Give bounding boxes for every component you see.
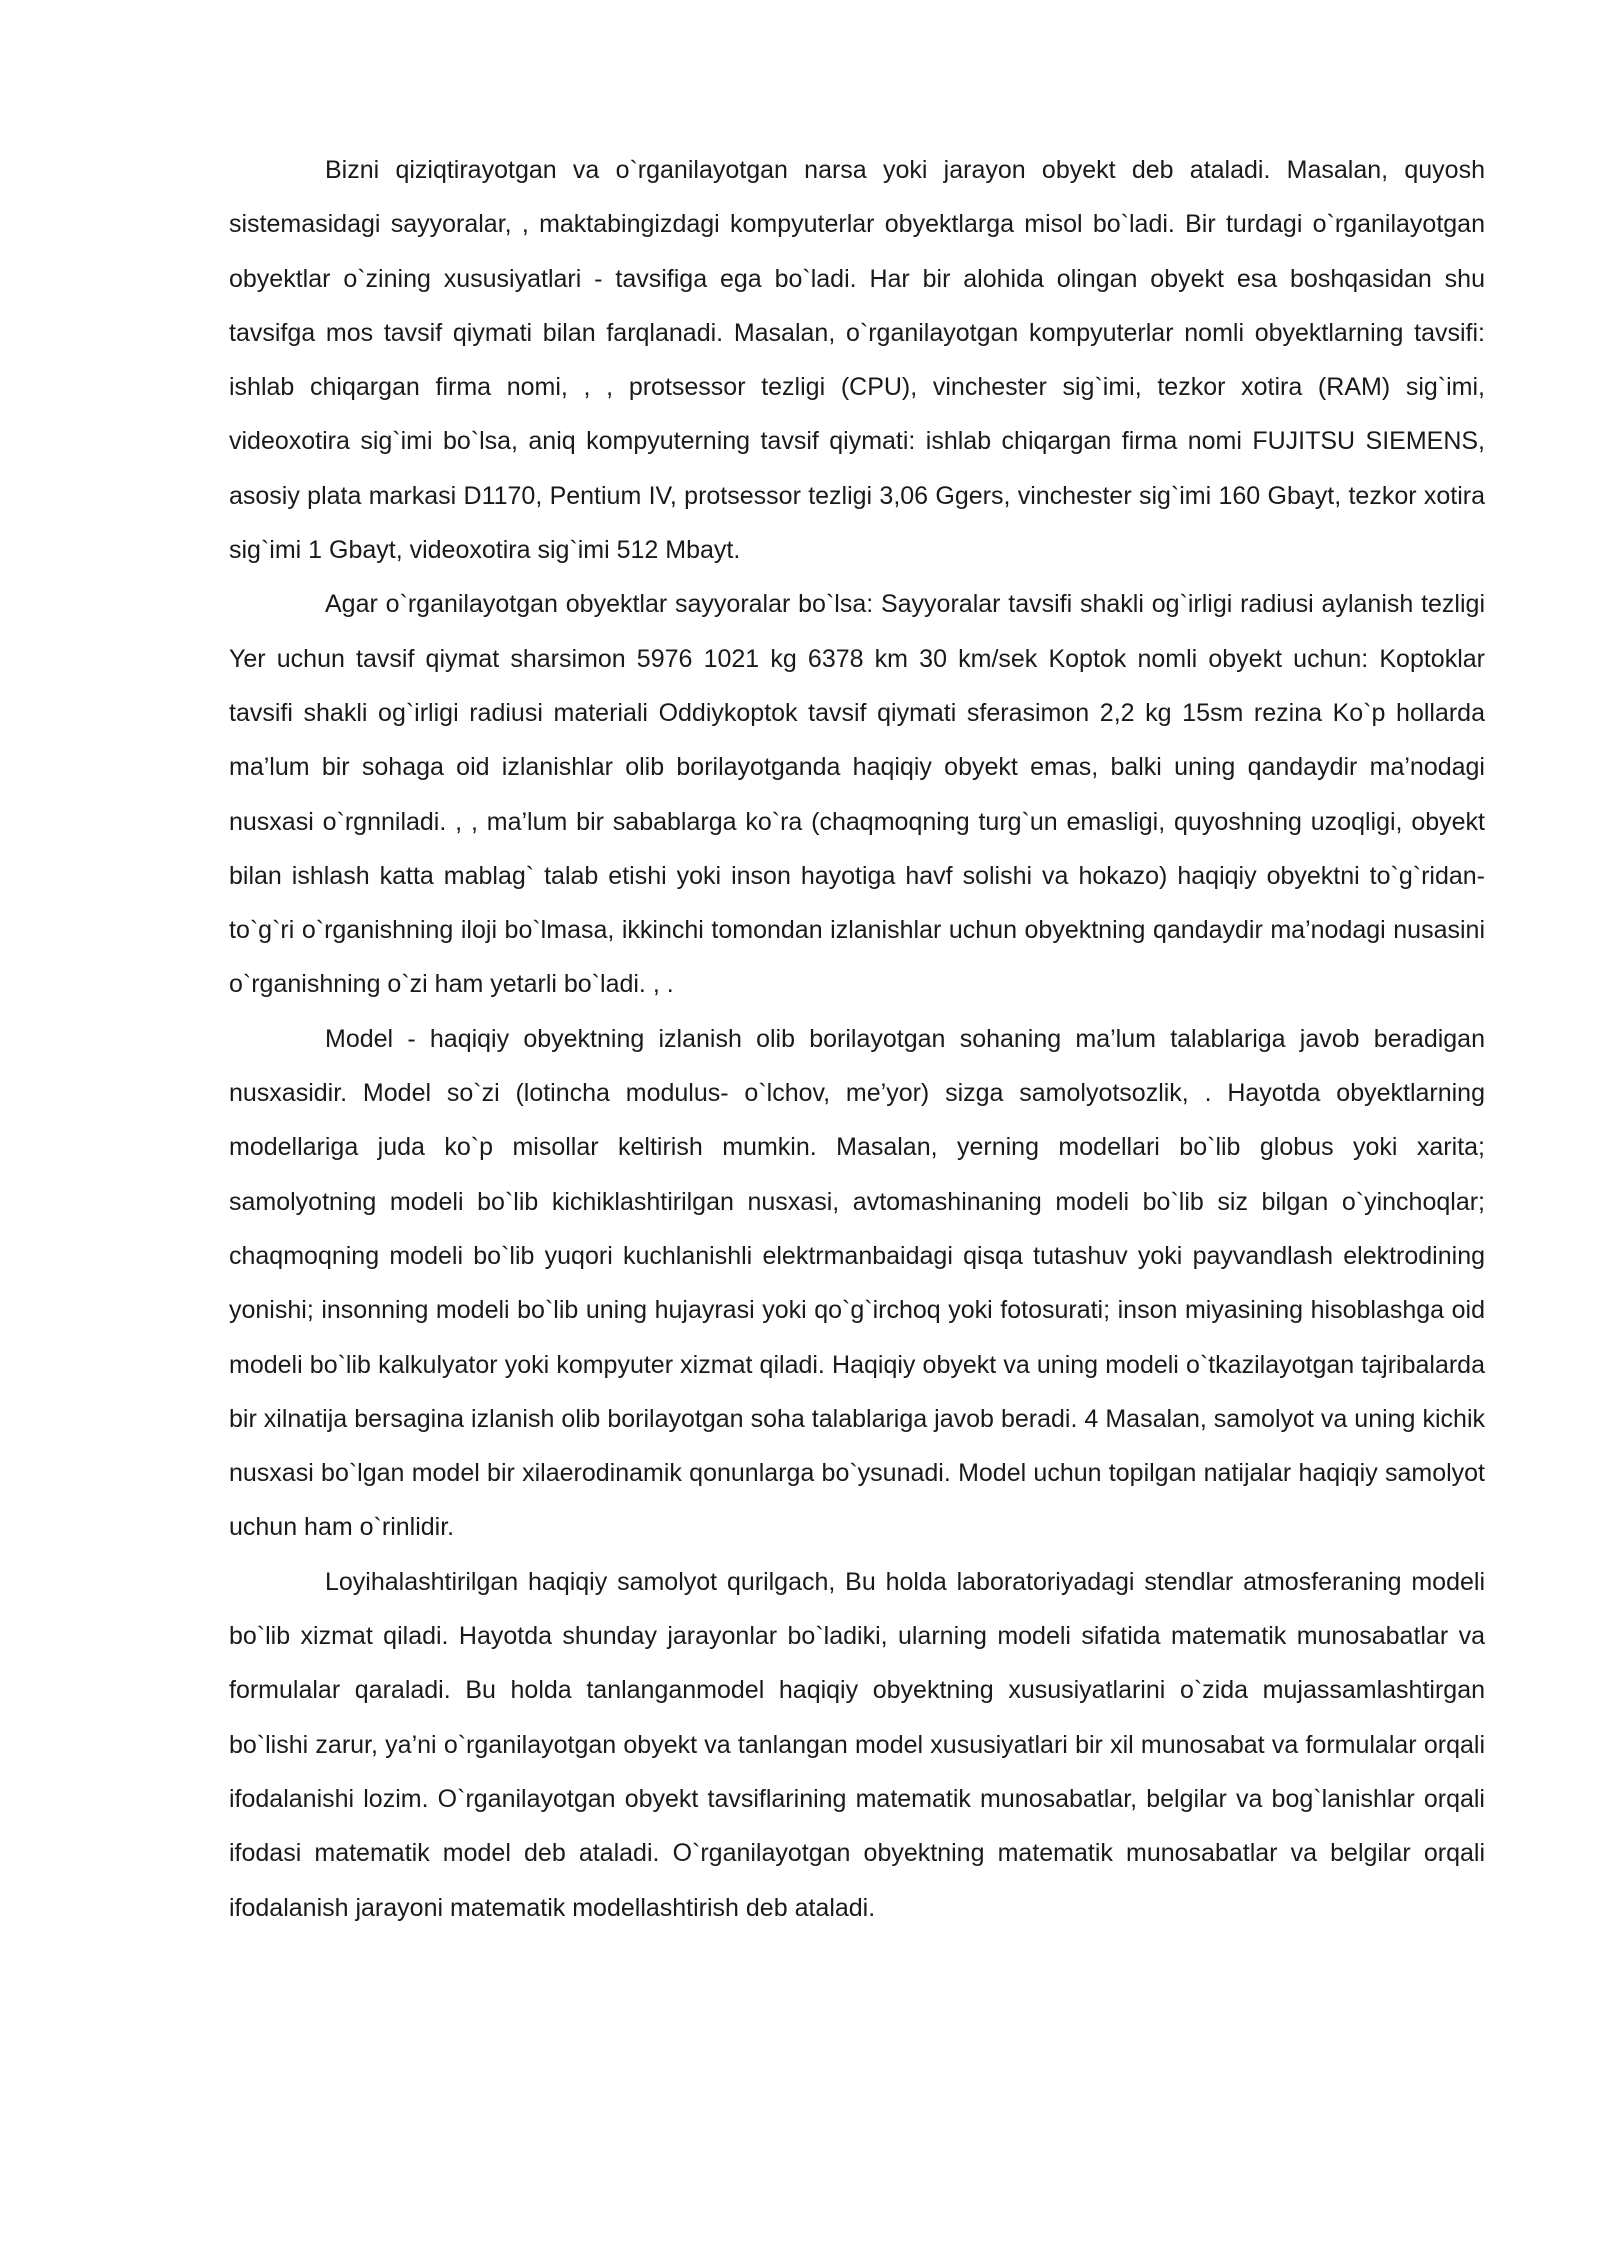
document-page	[229, 143, 1485, 1935]
paragraph-planets: Agar o`rganilayotgan obyektlar sayyoralar bo`lsa: Sayyoralar tavsifi shakli og`irligi radiusi aylanish tezligi Yer uchun tavsif qiymat sharsimon 5976 1021 kg 6378 km 30 km/sek Koptok nomli obyekt uchun: Koptoklar tavsifi shakli og`irligi radiusi materiali Oddiykoptok tavsif qiymati sferasimon 2,2 kg 15sm rezina Ko`p hollarda ma’lum bir sohaga oid izlanishlar olib borilayotganda haqiqiy obyekt emas, balki uning qandaydir ma’nodagi nusxasi o`rgnniladi. , , ma’lum bir sabablarga ko`ra (chaqmoqning turg`un emasligi, quyoshning uzoqligi, obyekt bilan ishlash katta mablag` talab etishi yoki inson hayotiga havf solishi va hokazo) haqiqiy obyektni to`g`ridan-to`g`ri o`rganishning iloji bo`lmasa, ikkinchi tomondan izlanishlar uchun obyektning qandaydir ma’nodagi nusasini o`rganishning o`zi ham yetarli bo`ladi. , .	[229, 590, 1485, 999]
paragraph-model: Model - haqiqiy obyektning izlanish olib borilayotgan sohaning ma’lum talablariga javob beradigan nusxasidir. Model so`zi (lotincha modulus- o`lchov, me’yor) sizga samolyotsozlik, . Hayotda obyektlarning modellariga juda ko`p misollar keltirish mumkin. Masalan, yerning modellari bo`lib globus yoki xarita; samolyotning modeli bo`lib kichiklashtirilgan nusxasi, avtomashinaning modeli bo`lib siz bilgan o`yinchoqlar; chaqmoqning modeli bo`lib yuqori kuchlanishli elektrmanbaidagi qisqa tutashuv yoki payvandlash elektrodining yonishi; insonning modeli bo`lib uning hujayrasi yoki qo`g`irchoq yoki fotosurati; inson miyasining hisoblashga oid modeli bo`lib kalkulyator yoki kompyuter xizmat qiladi. Haqiqiy obyekt va uning modeli o`tkazilayotgan tajribalarda bir xilnatija bersagina izlanish olib borilayotgan soha talablariga javob beradi. 4 Masalan, samolyot va uning kichik nusxasi bo`lgan model bir xilaerodinamik qonunlarga bo`ysunadi. Model uchun topilgan natijalar haqiqiy samolyot uchun ham o`rinlidir.	[229, 1024, 1485, 1542]
paragraph-math-model: Loyihalashtirilgan haqiqiy samolyot qurilgach, Bu holda laboratoriyadagi stendlar atmosferaning modeli bo`lib xizmat qiladi. Hayotda shunday jarayonlar bo`ladiki, ularning modeli sifatida matematik munosabatlar va formulalar qaraladi. Bu holda tanlanganmodel haqiqiy obyektning xususiyatlarini o`zida mujassamlashtirgan bo`lishi zarur, ya’ni o`rganilayotgan obyekt va tanlangan model xususiyatlari bir xil munosabat va formulalar orqali ifodalanishi lozim. O`rganilayotgan obyekt tavsiflarining matematik munosabatlar, belgilar va bog`lanishlar orqali ifodasi matematik model deb ataladi. O`rganilayotgan obyektning matematik munosabatlar va belgilar orqali ifodalanish jarayoni matematik modellashtirish deb ataladi.	[229, 1567, 1485, 1922]
paragraph-objects: Bizni qiziqtirayotgan va o`rganilayotgan narsa yoki jarayon obyekt deb ataladi. Masalan, quyosh sistemasidagi sayyoralar, , maktabingizdagi kompyuterlar obyektlarga misol bo`ladi. Bir turdagi o`rganilayotgan obyektlar o`zining xususiyatlari - tavsifiga ega bo`ladi. Har bir alohida olingan obyekt esa boshqasidan shu tavsifga mos tavsif qiymati bilan farqlanadi. Masalan, o`rganilayotgan kompyuterlar nomli obyektlarning tavsifi: ishlab chiqargan firma nomi, , , protsessor tezligi (CPU), vinchester sig`imi, tezkor xotira (RAM) sig`imi, videoxotira sig`imi bo`lsa, aniq kompyuterning tavsif qiymati: ishlab chiqargan firma nomi FUJITSU SIEMENS, asosiy plata markasi D1170, Pentium IV, protsessor tezligi 3,06 Ggers, vinchester sig`imi 160 Gbayt, tezkor xotira sig`imi 1 Gbayt, videoxotira sig`imi 512 Mbayt.	[229, 156, 1485, 565]
